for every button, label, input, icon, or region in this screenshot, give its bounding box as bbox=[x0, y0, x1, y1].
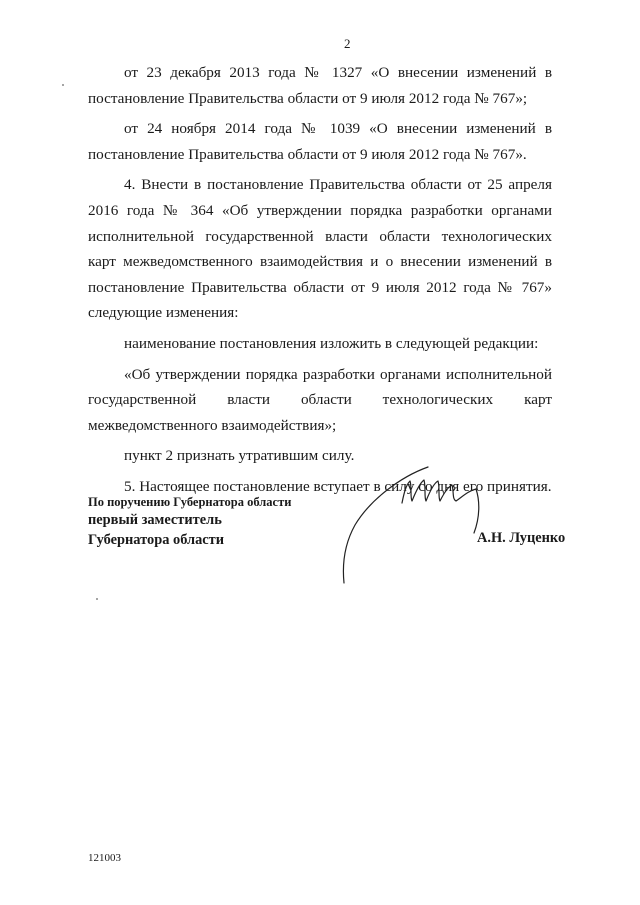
body-paragraph: «Об утверждении порядка разработки органами исполнительной государственной власти области технологических карт межведомственного взаимодействия»; bbox=[88, 365, 552, 434]
signatory-line-office: Губернатора области bbox=[88, 532, 225, 548]
handwritten-signature bbox=[330, 455, 500, 595]
body-paragraph: от 24 ноября 2014 года № 1039 «О внесении изменений в постановление Правительства области от 9 июля 2012 года № 767». bbox=[88, 120, 552, 163]
scan-speck bbox=[62, 84, 64, 86]
signatory-line-position: первый заместитель bbox=[88, 512, 222, 528]
body-paragraph: пункт 2 признать утратившим силу. bbox=[124, 447, 355, 465]
body-paragraph: от 23 декабря 2013 года № 1327 «О внесении изменений в постановление Правительства области от 9 июля 2012 года № 767»; bbox=[88, 64, 552, 107]
signatory-title-block bbox=[88, 494, 291, 550]
signatory-name: А.Н. Луценко bbox=[477, 530, 566, 546]
body-paragraph: наименование постановления изложить в следующей редакции: bbox=[124, 334, 539, 352]
body-paragraph: 4. Внести в постановление Правительства области от 25 апреля 2016 года № 364 «Об утверждении порядка разработки органами исполнительной государственной власти области технологических карт межведомственного взаимодействия и о внесении изменений в постановление Правительства области от 9 июля 2012 года № 767» следующие изменения: bbox=[88, 176, 552, 322]
body-paragraph: 5. Настоящее постановление вступает в силу со дня его принятия. bbox=[124, 477, 552, 495]
document-code: 121003 bbox=[88, 852, 121, 864]
signatory-line-instruction: По поручению Губернатора области bbox=[88, 495, 292, 509]
page-number: 2 bbox=[344, 36, 351, 51]
scan-speck bbox=[96, 598, 98, 600]
document-body bbox=[88, 60, 552, 500]
